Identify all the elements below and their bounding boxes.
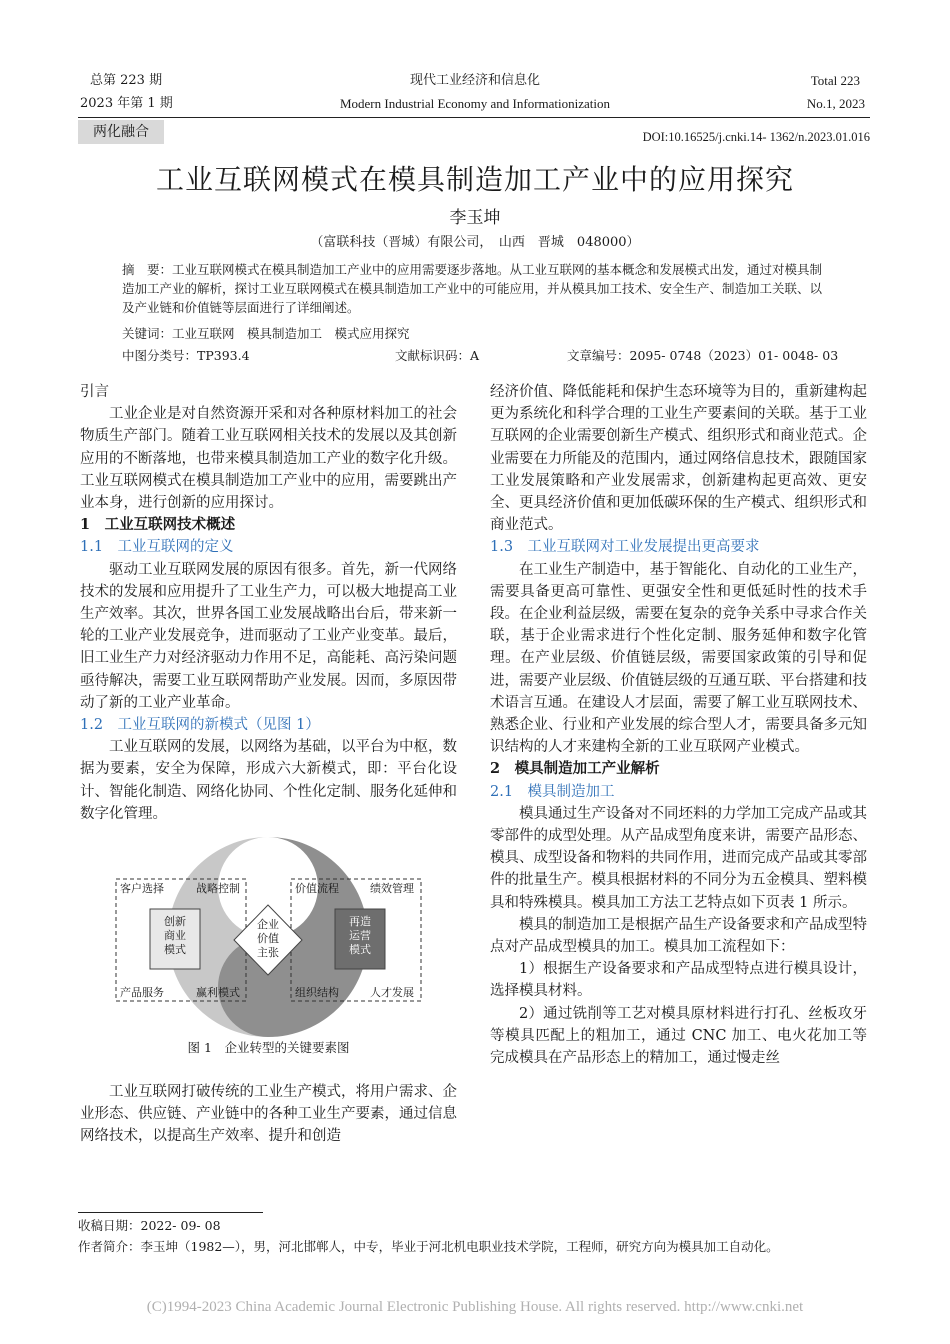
- right-column: [490, 381, 867, 1069]
- left-box-text: 创新商业模式: [164, 915, 186, 957]
- label-performance-management: 绩效管理: [370, 882, 414, 896]
- label-organization-structure: 组织结构: [295, 986, 339, 1000]
- article-number: 文章编号：2095- 0748（2023）01- 0048- 03: [567, 348, 839, 363]
- abstract: [122, 260, 832, 317]
- label-profit-model: 赢利模式: [196, 986, 240, 1000]
- clc-number: 中图分类号：TP393.4: [122, 348, 250, 363]
- intro-heading: 引言: [80, 384, 109, 400]
- list-item: 2）通过铣削等工艺对模具原材料进行打孔、丝板攻牙等模具匹配上的粗加工，通过 CNC 加工、电火花加工等完成模具在产品形态上的精加工，通过慢走丝: [490, 1005, 867, 1067]
- paragraph: 模具通过生产设备对不同坯料的力学加工完成产品或其零部件的成型处理。从产品成型角度来讲，需要产品形态、模具、成型设备和物料的共同作用，进而完成产品或其零部件的批量生产。模具根据材料的不同分为五金模具、塑料模具和特殊模具。模具加工方法工艺特点如下页表 1 所示。: [490, 805, 867, 911]
- paragraph: 经济价值、降低能耗和保护生态环境等为目的，重新建构起更为系统化和科学合理的工业生产要素间的关联。基于工业互联网的企业需要创新生产模式、组织形式和商业范式。企业需要在力所能及的范围内，通过网络信息技术，跟随国家工业发展策略和产业发展需求，创新建构起更高效、更安全、更具经济价值和更加低碳环保的生产模式、组织形式和商业范式。: [490, 384, 867, 534]
- label-strategy-control: 战略控制: [196, 882, 240, 896]
- author-name: 李玉坤: [449, 208, 501, 228]
- paragraph: 在工业生产制造中，基于智能化、自动化的工业生产，需要具备更高可靠性、更强安全性和更低延时性的技术手段。在企业利益层级，需要在复杂的竞争关系中寻求合作关联，基于企业需求进行个性化定制、服务延伸和数字化管理。在产业层级、价值链层级，需要国家政策的引导和促进，需要产业层级、价值链层级的互通互联、平台搭建和技术语言互通。在建设人才层面，需要了解工业互联网技术、熟悉企业、行业和产业发展的综合型人才，需要具备多元知识结构的人才来建构全新的工业互联网产业模式。: [490, 561, 867, 756]
- article-title: 工业互联网模式在模具制造加工产业中的应用探究: [155, 163, 794, 196]
- journal-name-cn: 现代工业经济和信息化: [409, 73, 540, 88]
- doi: DOI:10.16525/j.cnki.14- 1362/n.2023.01.016: [642, 130, 870, 144]
- figure-1: [80, 829, 457, 1079]
- label-product-service: 产品服务: [120, 986, 164, 1000]
- issue-number: No.1, 2023: [806, 96, 865, 111]
- section-heading-1: 1 工业互联网技术概述: [80, 516, 236, 534]
- label-value-process: 价值流程: [295, 882, 339, 896]
- paragraph: 工业互联网打破传统的工业生产模式，将用户需求、企业形态、供应链、产业链中的各种工业生产要素，通过信息网络技术，以提高生产效率、提升和创造: [80, 1084, 457, 1145]
- issue-total: 总第 223 期: [90, 73, 163, 88]
- right-box-text: 再造运营模式: [349, 915, 371, 957]
- issue-year: 2023 年第 1 期: [80, 96, 173, 111]
- received-date: 收稿日期：2022- 09- 08: [78, 1218, 221, 1233]
- journal-name-en: Modern Industrial Economy and Informationization: [339, 96, 611, 111]
- section-tag: 两化融合: [78, 120, 164, 144]
- subsection-heading-2-1: 2.1 模具制造加工: [490, 783, 615, 800]
- figure-caption: 图 1 企业转型的关键要素图: [187, 1040, 350, 1056]
- left-column: [80, 381, 457, 1148]
- total-number: Total 223: [810, 73, 860, 88]
- abstract-text: 工业互联网模式在模具制造加工产业中的应用需要逐步落地。从工业互联网的基本概念和发展模式出发，通过对模具制造加工产业的解析，探讨工业互联网模式在模具制造加工产业中的可能应用，并从模具加工技术、安全生产、制造加工关联、以及产业链和价值链等层面进行了详细阐述。: [122, 262, 823, 315]
- list-item: 1）根据生产设备要求和产品成型特点进行模具设计，选择模具材料。: [490, 961, 867, 1000]
- abstract-label: 摘 要：: [122, 262, 173, 277]
- subsection-heading-1-3: 1.3 工业互联网对工业发展提出更高要求: [490, 539, 760, 556]
- center-diamond-text: 企业价值主张: [257, 918, 279, 960]
- paragraph: 驱动工业互联网发展的原因有很多。首先，新一代网络技术的发展和应用提升了工业生产力，可以极大地提高工业生产效率。其次，世界各国工业发展战略出台后，带来新一轮的工业产业发展竞争，进而驱动了工业产业变革。最后，旧工业生产力对经济驱动力作用不足，高能耗、高污染问题亟待解决，需要工业互联网帮助产业发展。因而，多原因带动了新的工业产业革命。: [80, 561, 457, 711]
- paragraph: 工业互联网的发展，以网络为基础，以平台为中枢，数据为要素，安全为保障，形成六大新模式，即：平台化设计、智能化制造、网络化协同、个性化定制、服务化延伸和数字化管理。: [80, 739, 457, 822]
- figure-1-diagram: [80, 829, 457, 1039]
- label-customer-choice: 客户选择: [120, 882, 164, 896]
- keywords: 关键词：工业互联网 模具制造加工 模式应用探究: [122, 326, 410, 341]
- footnote-rule: [78, 1212, 263, 1213]
- header-rule: [78, 117, 870, 118]
- paragraph: 工业企业是对自然资源开采和对各种原材料加工的社会物质生产部门。随着工业互联网相关技术的发展以及其创新应用的不断落地，也带来模具制造加工产业的数字化升级。工业互联网模式在模具制造加工产业中的应用，需要跳出产业本身，进行创新的应用探讨。: [80, 406, 457, 512]
- document-code: 文献标识码：A: [395, 348, 480, 363]
- copyright-watermark: (C)1994-2023 China Academic Journal Electronic Publishing House. All rights reserved. http://www.cnki.net: [146, 1299, 804, 1315]
- paragraph: 模具的制造加工是根据产品生产设备要求和产品成型特点对产品成型模具的加工。模具加工流程如下：: [490, 916, 867, 956]
- affiliation: （富联科技（晋城）有限公司， 山西 晋城 048000）: [310, 235, 640, 250]
- section-heading-2: 2 模具制造加工产业解析: [490, 760, 660, 778]
- subsection-heading-1-2: 1.2 工业互联网的新模式（见图 1）: [80, 717, 320, 734]
- subsection-heading-1-1: 1.1 工业互联网的定义: [80, 539, 234, 556]
- author-bio: 作者简介：李玉坤（1982—），男，河北邯郸人，中专，毕业于河北机电职业技术学院，工程师，研究方向为模具加工自动化。: [78, 1239, 779, 1254]
- label-talent-development: 人才发展: [370, 986, 414, 1000]
